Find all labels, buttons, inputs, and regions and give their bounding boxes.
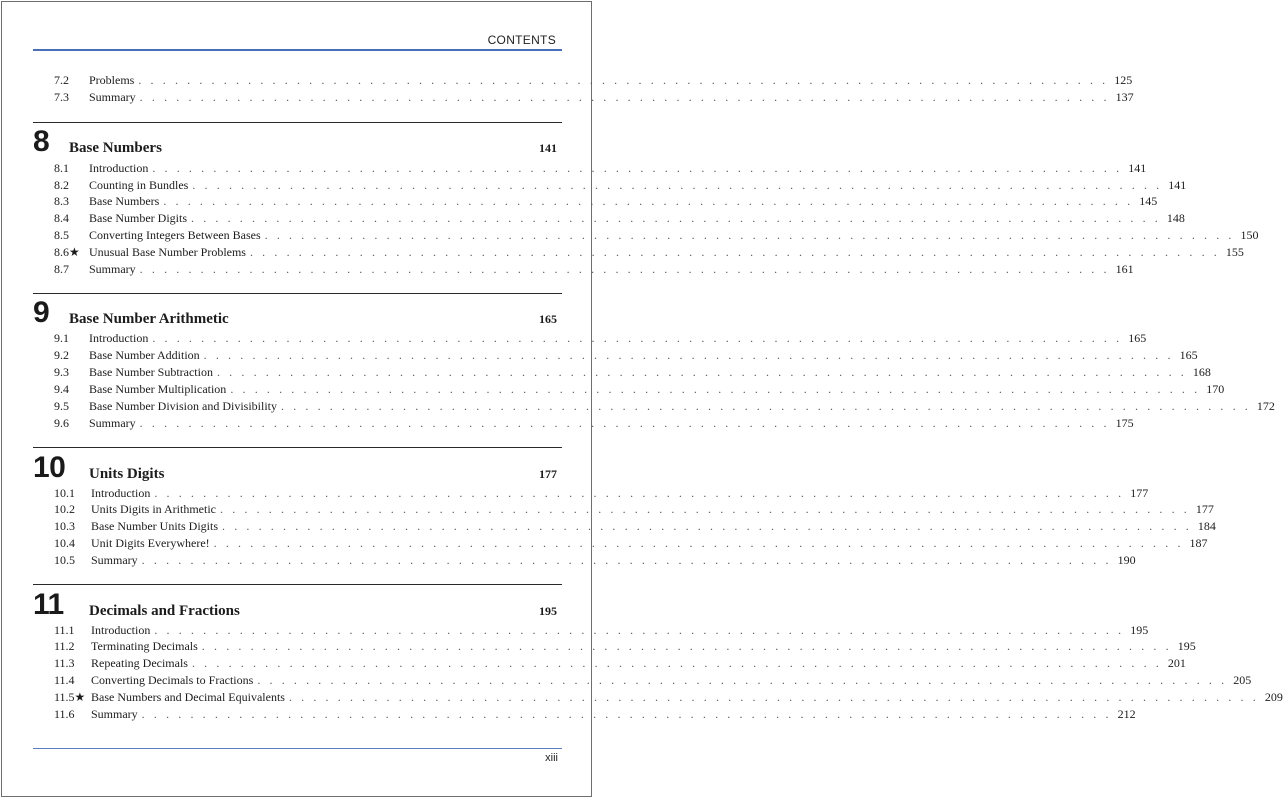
dot-leader: . . . . . . . . . . . . . . . . . . . . . . . . . . . . . . . . . . . . . . . . . . . . . . . . . . . . . . . . . . . . . . . . . . . . . . . . . . . . . . . . xyxy=(264,228,1235,242)
page-number: xiii xyxy=(545,752,558,764)
section-title: Units Digits in Arithmetic xyxy=(91,502,216,516)
dot-leader: . . . . . . . . . . . . . . . . . . . . . . . . . . . . . . . . . . . . . . . . . . . . . . . . . . . . . . . . . . . . . . . . . . . . . . . . . . . . . . . . xyxy=(230,382,1201,396)
toc-entry[interactable] xyxy=(0,535,1208,551)
section-title: Problems xyxy=(89,73,135,87)
section-title: Introduction xyxy=(91,623,151,637)
toc-entry[interactable] xyxy=(0,177,1187,193)
section-number: 9.2 xyxy=(54,348,69,362)
section-page: 125 xyxy=(1114,73,1133,87)
toc-entry[interactable] xyxy=(0,381,1225,397)
chapter-title: Units Digits xyxy=(89,466,165,482)
toc-entry[interactable] xyxy=(0,330,1147,346)
section-page: 165 xyxy=(1128,331,1147,345)
section-title: Base Number Multiplication xyxy=(89,382,227,396)
dot-leader: . . . . . . . . . . . . . . . . . . . . . . . . . . . . . . . . . . . . . . . . . . . . . . . . . . . . . . . . . . . . . . . . . . . . . . . . . . . . . . . . xyxy=(154,623,1125,637)
dot-leader: . . . . . . . . . . . . . . . . . . . . . . . . . . . . . . . . . . . . . . . . . . . . . . . . . . . . . . . . . . . . . . . . . . . . . . . . . . . . . . . . xyxy=(138,73,1109,87)
section-number: 10.2 xyxy=(54,502,75,516)
dot-leader: . . . . . . . . . . . . . . . . . . . . . . . . . . . . . . . . . . . . . . . . . . . . . . . . . . . . . . . . . . . . . . . . . . . . . . . . . . . . . . . . xyxy=(139,416,1110,430)
section-title: Summary xyxy=(91,707,138,721)
toc-entry[interactable] xyxy=(0,689,1283,705)
section-page: 165 xyxy=(1179,348,1198,362)
section-page: 170 xyxy=(1206,382,1225,396)
dot-leader: . . . . . . . . . . . . . . . . . . . . . . . . . . . . . . . . . . . . . . . . . . . . . . . . . . . . . . . . . . . . . . . . . . . . . . . . . . . . . . . . xyxy=(220,502,1190,516)
dot-leader: . . . . . . . . . . . . . . . . . . . . . . . . . . . . . . . . . . . . . . . . . . . . . . . . . . . . . . . . . . . . . . . . . . . . . . . . . . . . . . . . xyxy=(249,245,1220,259)
footer-rule xyxy=(33,748,562,749)
chapter-title: Base Numbers xyxy=(69,140,162,156)
section-number: 11.5★ xyxy=(54,690,86,704)
chapter-heading[interactable] xyxy=(0,296,595,328)
section-number: 8.3 xyxy=(54,194,69,208)
section-page: 168 xyxy=(1192,365,1211,379)
section-title: Counting in Bundles xyxy=(89,178,189,192)
dot-leader: . . . . . . . . . . . . . . . . . . . . . . . . . . . . . . . . . . . . . . . . . . . . . . . . . . . . . . . . . . . . . . . . . . . . . . . . . . . . . . . . xyxy=(191,656,1162,670)
chapter-title: Decimals and Fractions xyxy=(89,603,240,619)
dot-leader: . . . . . . . . . . . . . . . . . . . . . . . . . . . . . . . . . . . . . . . . . . . . . . . . . . . . . . . . . . . . . . . . . . . . . . . . . . . . . . . . xyxy=(139,262,1110,276)
toc-entry[interactable] xyxy=(0,672,1252,688)
section-title: Base Numbers xyxy=(89,194,160,208)
section-number: 11.1 xyxy=(54,623,75,637)
section-page: 150 xyxy=(1240,228,1259,242)
dot-leader: . . . . . . . . . . . . . . . . . . . . . . . . . . . . . . . . . . . . . . . . . . . . . . . . . . . . . . . . . . . . . . . . . . . . . . . . . . . . . . . . xyxy=(191,211,1161,225)
section-number: 10.1 xyxy=(54,486,75,500)
dot-leader: . . . . . . . . . . . . . . . . . . . . . . . . . . . . . . . . . . . . . . . . . . . . . . . . . . . . . . . . . . . . . . . . . . . . . . . . . . . . . . . . xyxy=(141,553,1112,567)
section-number: 8.4 xyxy=(54,211,69,225)
section-page: 195 xyxy=(1130,623,1149,637)
section-number: 8.6★ xyxy=(54,245,80,259)
section-number: 9.4 xyxy=(54,382,69,396)
section-title: Base Number Subtraction xyxy=(89,365,213,379)
toc-entry[interactable] xyxy=(0,89,1134,105)
chapter-number: 9 xyxy=(33,296,50,329)
section-page: 201 xyxy=(1167,656,1186,670)
toc-entry[interactable] xyxy=(0,552,1136,568)
toc-entry[interactable] xyxy=(0,655,1186,671)
section-title: Unit Digits Everywhere! xyxy=(91,536,210,550)
section-number: 9.1 xyxy=(54,331,69,345)
section-page: 175 xyxy=(1115,416,1134,430)
toc-entry[interactable] xyxy=(0,398,1275,414)
section-page: 177 xyxy=(1130,486,1149,500)
toc-entry[interactable] xyxy=(0,501,1214,517)
toc-entry[interactable] xyxy=(0,706,1136,722)
chapter-rule xyxy=(33,122,562,123)
section-title: Terminating Decimals xyxy=(91,639,198,653)
toc-entry[interactable] xyxy=(0,160,1147,176)
chapter-rule xyxy=(33,584,562,585)
toc-entry[interactable] xyxy=(0,622,1149,638)
section-number: 8.1 xyxy=(54,161,69,175)
toc-entry[interactable] xyxy=(0,347,1198,363)
dot-leader: . . . . . . . . . . . . . . . . . . . . . . . . . . . . . . . . . . . . . . . . . . . . . . . . . . . . . . . . . . . . . . . . . . . . . . . . . . . . . . . . xyxy=(213,536,1184,550)
dot-leader: . . . . . . . . . . . . . . . . . . . . . . . . . . . . . . . . . . . . . . . . . . . . . . . . . . . . . . . . . . . . . . . . . . . . . . . . . . . . . . . . xyxy=(152,161,1123,175)
chapter-number: 8 xyxy=(33,125,50,158)
chapter-number: 10 xyxy=(33,451,66,484)
section-number: 8.5 xyxy=(54,228,69,242)
dot-leader: . . . . . . . . . . . . . . . . . . . . . . . . . . . . . . . . . . . . . . . . . . . . . . . . . . . . . . . . . . . . . . . . . . . . . . . . . . . . . . . . xyxy=(192,178,1163,192)
dot-leader: . . . . . . . . . . . . . . . . . . . . . . . . . . . . . . . . . . . . . . . . . . . . . . . . . . . . . . . . . . . . . . . . . . . . . . . . . . . . . . . . xyxy=(222,519,1192,533)
toc-entry[interactable] xyxy=(0,210,1185,226)
section-page: 148 xyxy=(1166,211,1185,225)
section-page: 161 xyxy=(1115,262,1134,276)
section-page: 190 xyxy=(1117,553,1136,567)
chapter-page: 165 xyxy=(539,312,557,326)
section-number: 10.5 xyxy=(54,553,75,567)
section-number: 11.4 xyxy=(54,673,75,687)
section-page: 187 xyxy=(1189,536,1208,550)
section-number: 10.3 xyxy=(54,519,75,533)
section-title: Introduction xyxy=(89,331,149,345)
section-number: 10.4 xyxy=(54,536,75,550)
dot-leader: . . . . . . . . . . . . . . . . . . . . . . . . . . . . . . . . . . . . . . . . . . . . . . . . . . . . . . . . . . . . . . . . . . . . . . . . . . . . . . . . xyxy=(216,365,1187,379)
section-title: Base Number Units Digits xyxy=(91,519,218,533)
section-number: 11.2 xyxy=(54,639,75,653)
section-number: 7.2 xyxy=(54,73,69,87)
dot-leader: . . . . . . . . . . . . . . . . . . . . . . . . . . . . . . . . . . . . . . . . . . . . . . . . . . . . . . . . . . . . . . . . . . . . . . . . . . . . . . . . xyxy=(288,690,1259,704)
section-page: 137 xyxy=(1115,90,1134,104)
section-title: Converting Integers Between Bases xyxy=(89,228,261,242)
section-number: 8.7 xyxy=(54,262,69,276)
dot-leader: . . . . . . . . . . . . . . . . . . . . . . . . . . . . . . . . . . . . . . . . . . . . . . . . . . . . . . . . . . . . . . . . . . . . . . . . . . . . . . . . xyxy=(139,90,1110,104)
chapter-page: 195 xyxy=(539,604,557,618)
section-number: 11.6 xyxy=(54,707,75,721)
section-title: Summary xyxy=(89,90,136,104)
section-title: Base Number Addition xyxy=(89,348,200,362)
section-number: 9.5 xyxy=(54,399,69,413)
chapter-page: 177 xyxy=(539,467,557,481)
section-title: Summary xyxy=(91,553,138,567)
section-page: 205 xyxy=(1233,673,1252,687)
section-page: 184 xyxy=(1197,519,1216,533)
section-title: Introduction xyxy=(91,486,151,500)
chapter-heading[interactable] xyxy=(0,125,595,157)
toc-entry[interactable] xyxy=(0,244,1244,260)
toc-entry[interactable] xyxy=(0,485,1149,501)
section-title: Unusual Base Number Problems xyxy=(89,245,246,259)
section-title: Base Numbers and Decimal Equivalents xyxy=(91,690,285,704)
dot-leader: . . . . . . . . . . . . . . . . . . . . . . . . . . . . . . . . . . . . . . . . . . . . . . . . . . . . . . . . . . . . . . . . . . . . . . . . . . . . . . . . xyxy=(257,673,1228,687)
section-title: Base Number Digits xyxy=(89,211,187,225)
chapter-page: 141 xyxy=(539,141,557,155)
dot-leader: . . . . . . . . . . . . . . . . . . . . . . . . . . . . . . . . . . . . . . . . . . . . . . . . . . . . . . . . . . . . . . . . . . . . . . . . . . . . . . . . xyxy=(141,707,1112,721)
chapter-heading[interactable] xyxy=(0,587,595,620)
chapter-title: Base Number Arithmetic xyxy=(69,311,229,327)
section-title: Introduction xyxy=(89,161,149,175)
section-page: 172 xyxy=(1256,399,1275,413)
section-page: 212 xyxy=(1117,707,1136,721)
chapter-heading[interactable] xyxy=(0,450,595,483)
section-title: Summary xyxy=(89,416,136,430)
section-page: 145 xyxy=(1139,194,1158,208)
running-header: CONTENTS xyxy=(487,33,556,47)
toc-entry[interactable] xyxy=(0,415,1134,431)
toc-entry[interactable] xyxy=(0,193,1158,209)
section-title: Summary xyxy=(89,262,136,276)
chapter-number: 11 xyxy=(33,588,64,621)
section-number: 9.3 xyxy=(54,365,69,379)
section-page: 195 xyxy=(1177,639,1196,653)
dot-leader: . . . . . . . . . . . . . . . . . . . . . . . . . . . . . . . . . . . . . . . . . . . . . . . . . . . . . . . . . . . . . . . . . . . . . . . . . . . . . . . . xyxy=(154,486,1125,500)
section-number: 9.6 xyxy=(54,416,69,430)
chapter-rule xyxy=(33,293,562,294)
chapter-rule xyxy=(33,447,562,448)
dot-leader: . . . . . . . . . . . . . . . . . . . . . . . . . . . . . . . . . . . . . . . . . . . . . . . . . . . . . . . . . . . . . . . . . . . . . . . . . . . . . . . . xyxy=(152,331,1123,345)
section-number: 11.3 xyxy=(54,656,75,670)
toc-entry[interactable] xyxy=(0,364,1211,380)
section-page: 177 xyxy=(1195,502,1214,516)
section-title: Base Number Division and Divisibility xyxy=(89,399,277,413)
section-number: 8.2 xyxy=(54,178,69,192)
section-page: 141 xyxy=(1128,161,1147,175)
dot-leader: . . . . . . . . . . . . . . . . . . . . . . . . . . . . . . . . . . . . . . . . . . . . . . . . . . . . . . . . . . . . . . . . . . . . . . . . . . . . . . . . xyxy=(203,348,1174,362)
toc-entry[interactable] xyxy=(0,261,1134,277)
section-title: Repeating Decimals xyxy=(91,656,188,670)
dot-leader: . . . . . . . . . . . . . . . . . . . . . . . . . . . . . . . . . . . . . . . . . . . . . . . . . . . . . . . . . . . . . . . . . . . . . . . . . . . . . . . . xyxy=(163,194,1134,208)
section-number: 7.3 xyxy=(54,90,69,104)
dot-leader: . . . . . . . . . . . . . . . . . . . . . . . . . . . . . . . . . . . . . . . . . . . . . . . . . . . . . . . . . . . . . . . . . . . . . . . . . . . . . . . . xyxy=(281,399,1251,413)
dot-leader: . . . . . . . . . . . . . . . . . . . . . . . . . . . . . . . . . . . . . . . . . . . . . . . . . . . . . . . . . . . . . . . . . . . . . . . . . . . . . . . . xyxy=(201,639,1172,653)
toc-entry[interactable] xyxy=(0,227,1259,243)
header-rule xyxy=(33,49,562,51)
section-title: Converting Decimals to Fractions xyxy=(91,673,254,687)
toc-entry[interactable] xyxy=(0,72,1133,88)
toc-entry[interactable] xyxy=(0,638,1196,654)
section-page: 155 xyxy=(1225,245,1244,259)
section-page: 209 xyxy=(1264,690,1283,704)
toc-entry[interactable] xyxy=(0,518,1216,534)
section-page: 141 xyxy=(1168,178,1187,192)
